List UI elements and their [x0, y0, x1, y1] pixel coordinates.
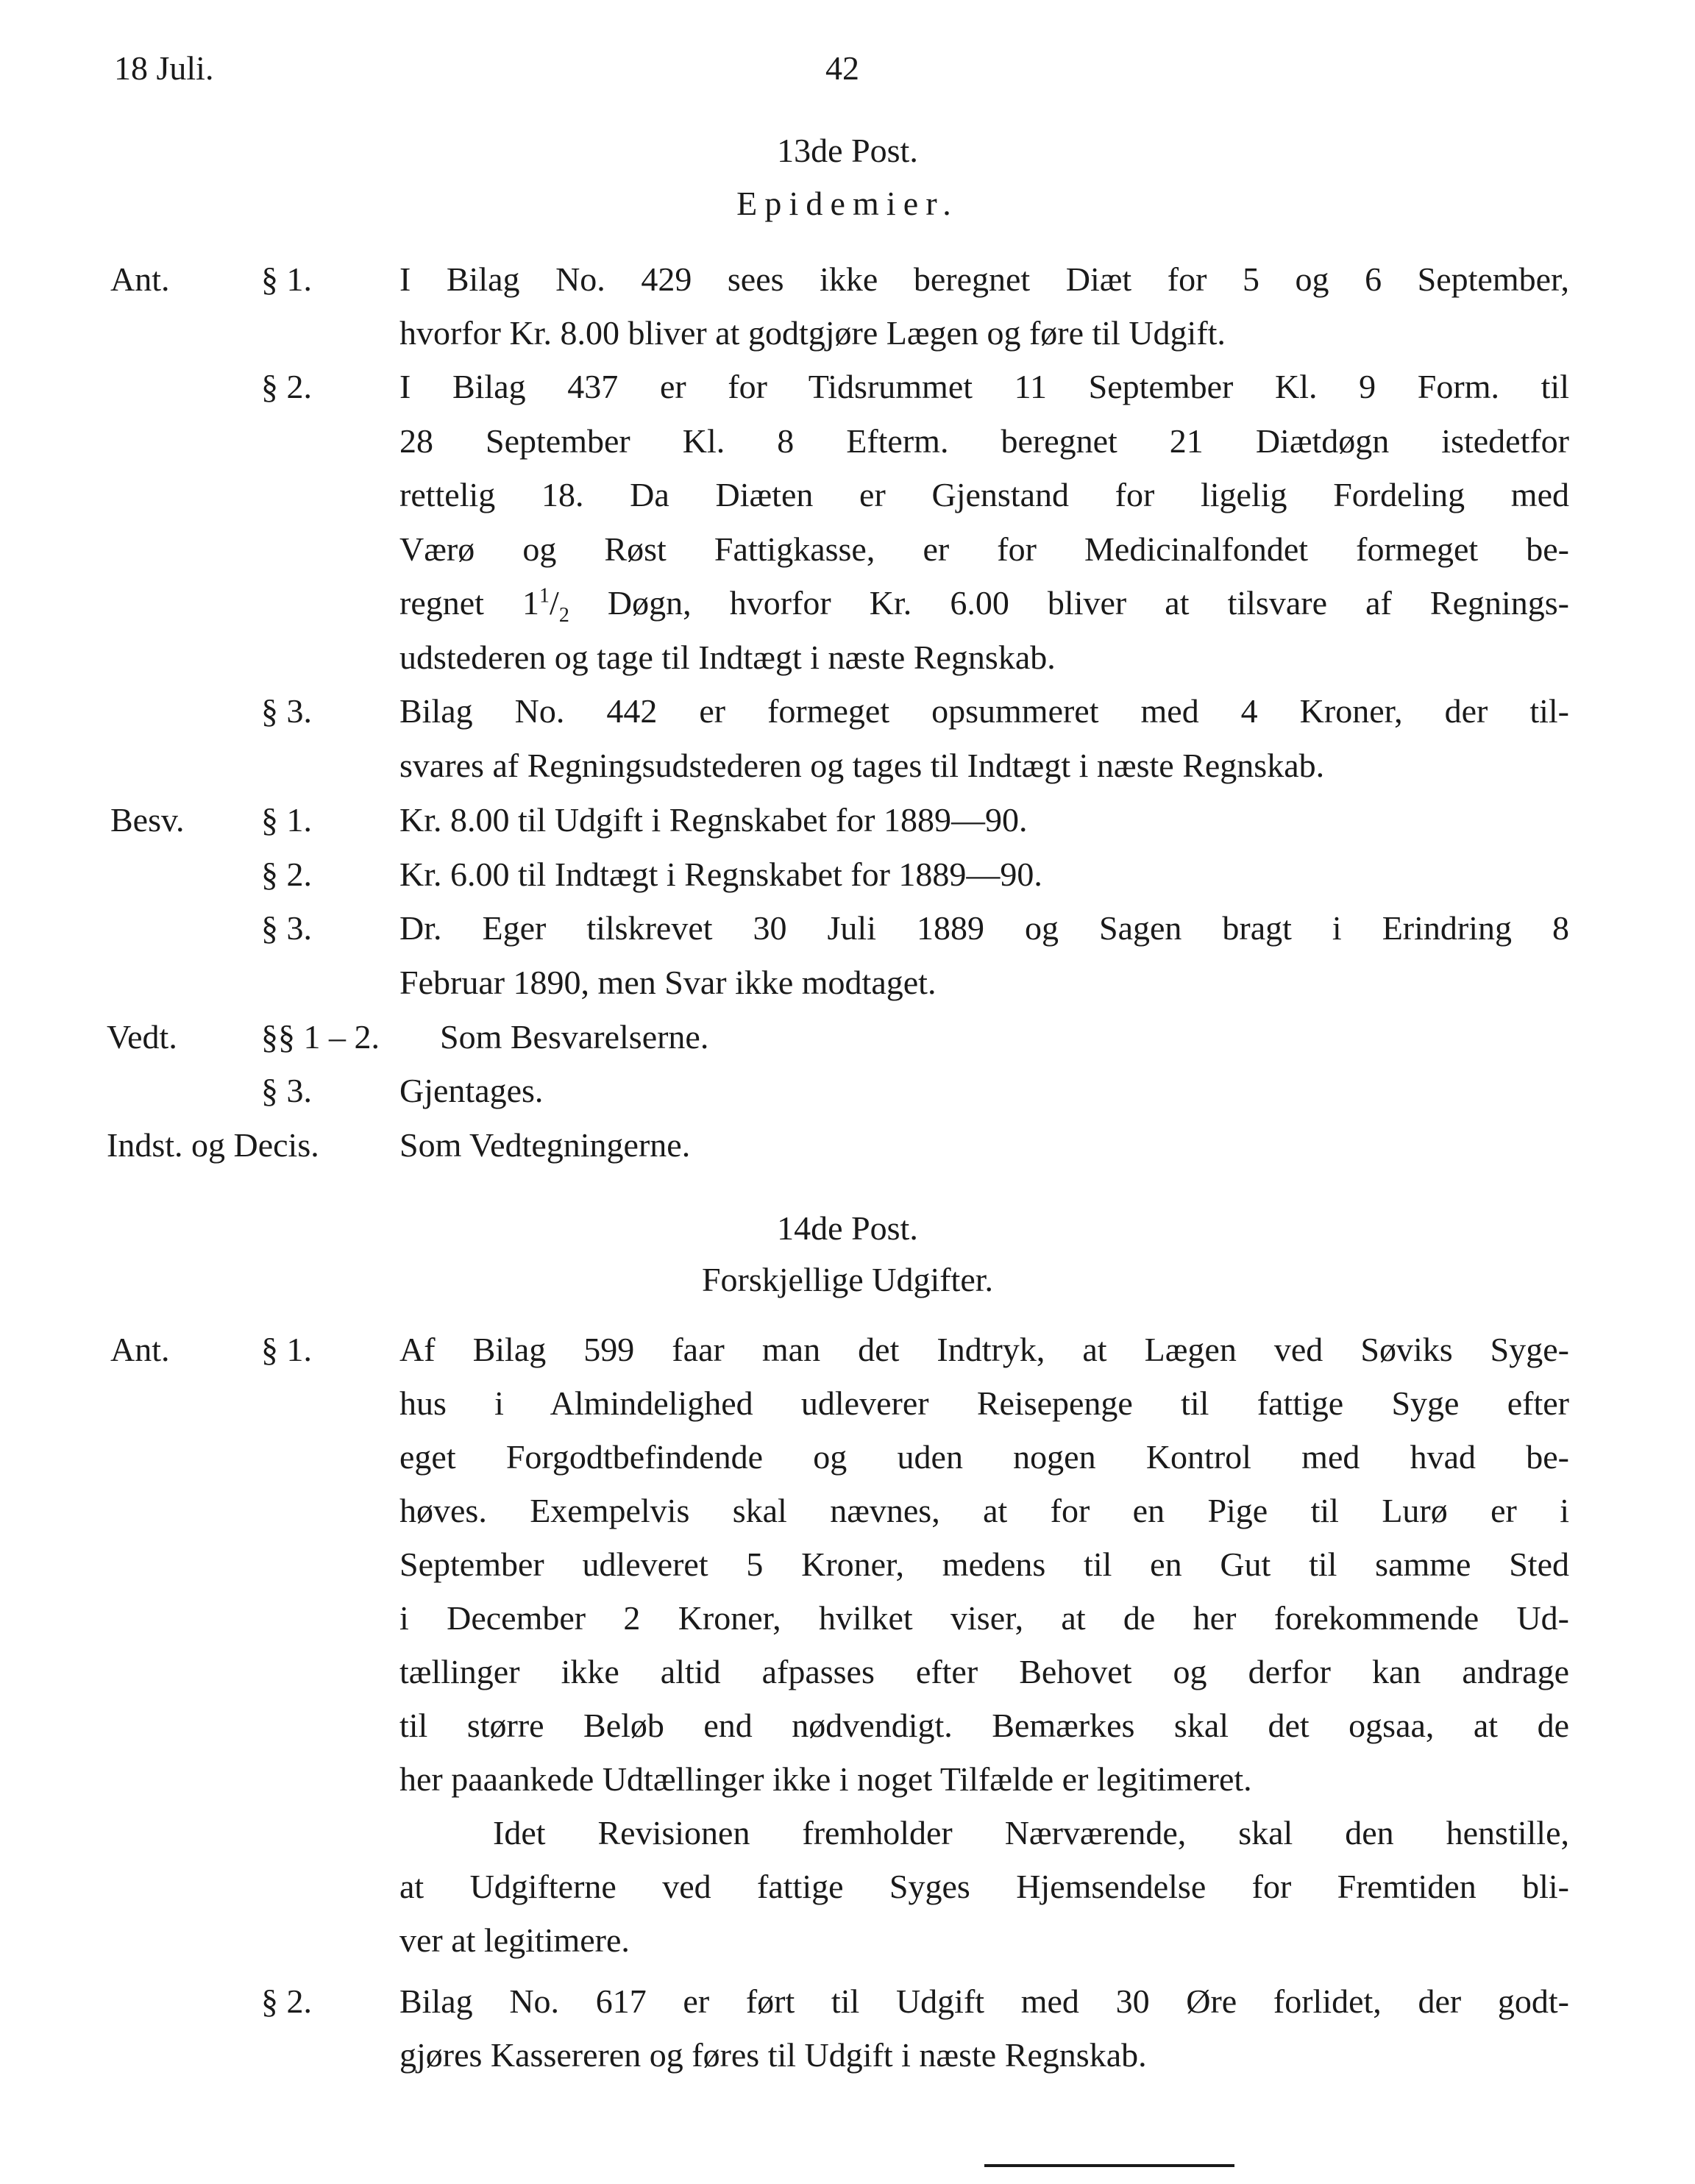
section14-ant-2-line-1: Bilag No. 617 er ført til Udgift med 30 Øre forlidet, der godt- [399, 1982, 1569, 2020]
section13-besv-para-1: § 1. [261, 801, 312, 839]
section13-besv-label: Besv. [110, 801, 185, 839]
section13-vedt-text-2: Gjentages. [399, 1072, 544, 1109]
section14-ant-1-line-6: i December 2 Kroner, hvilket viser, at de her forekommende Ud- [399, 1599, 1569, 1637]
section13-ant-para-1: § 1. [261, 260, 312, 298]
section13-post: 13de Post. [777, 132, 918, 169]
section13-besv-para-2: § 2. [261, 856, 312, 893]
section13-ant-2-line-3: rettelig 18. Da Diæten er Gjenstand for ligelig Fordeling med [399, 476, 1569, 513]
section14-ant-label: Ant. [110, 1331, 170, 1368]
section14-ant-1-line-12: ver at legitimere. [399, 1921, 630, 1959]
section13-ant-3-line-2: svares af Regningsudstederen og tages til Indtægt i næste Regnskab. [399, 747, 1325, 784]
section14-ant-para-1: § 1. [261, 1331, 312, 1368]
section13-besv-para-3: § 3. [261, 909, 312, 947]
section13-besv-3-line-2: Februar 1890, men Svar ikke modtaget. [399, 964, 937, 1001]
section14-ant-1-line-5: September udleveret 5 Kroner, medens til en Gut til samme Sted [399, 1545, 1569, 1583]
fraction-numerator: 1 [539, 584, 550, 608]
section14-post: 14de Post. [777, 1209, 918, 1247]
section13-besv-3-line-1: Dr. Eger tilskrevet 30 Juli 1889 og Sagen bragt i Erindring 8 [399, 909, 1569, 947]
section14-ant-1-line-9: her paaankede Udtællinger ikke i noget Tilfælde er legitimeret. [399, 1760, 1252, 1798]
section13-ant-2-line-2: 28 September Kl. 8 Efterm. beregnet 21 Diætdøgn istedetfor [399, 422, 1569, 460]
section13-vedt-para-1: §§ 1 – 2. [261, 1018, 380, 1056]
section14-ant-1-line-1: Af Bilag 599 faar man det Indtryk, at Lægen ved Søviks Syge- [399, 1331, 1569, 1368]
section13-ant-label: Ant. [110, 260, 170, 298]
section13-besv-1-line-1: Kr. 8.00 til Udgift i Regnskabet for 1889—90. [399, 801, 1028, 839]
section14-ant-1-line-2: hus i Almindelighed udleverer Reisepenge til fattige Syge efter [399, 1384, 1569, 1422]
section13-ant-para-2: § 2. [261, 368, 312, 405]
section13-ant-3-line-1: Bilag No. 442 er formeget opsummeret med 4 Kroner, der til- [399, 692, 1569, 730]
section14-title: Forskjellige Udgifter. [701, 1261, 994, 1298]
section13-vedt-label: Vedt. [107, 1018, 177, 1056]
section14-ant-1-line-3: eget Forgodtbefindende og uden nogen Kontrol med hvad be- [399, 1438, 1569, 1476]
section13-ant-2-line-1: I Bilag 437 er for Tidsrummet 11 September Kl. 9 Form. til [399, 368, 1569, 405]
section13-ant-2-line-4: Værø og Røst Fattigkasse, er for Medicinalfondet formeget be- [399, 530, 1569, 568]
section13-title: Epidemier. [736, 185, 959, 222]
fraction-line-after: Døgn, hvorfor Kr. 6.00 bliver at tilsvare af Regnings- [569, 584, 1569, 622]
section14-ant-para-2: § 2. [261, 1982, 312, 2020]
fraction-denominator: 2 [558, 604, 569, 627]
section13-ant-1-line-2: hvorfor Kr. 8.00 bliver at godtgjøre Lægen og føre til Udgift. [399, 314, 1226, 352]
closing-rule [984, 2164, 1234, 2167]
section13-ant-para-3: § 3. [261, 692, 312, 730]
section13-vedt-para-2: § 3. [261, 1072, 312, 1109]
section14-ant-1-line-4: høves. Exempelvis skal nævnes, at for en Pige til Lurø er i [399, 1492, 1569, 1529]
section14-ant-1-line-11: at Udgifterne ved fattige Syges Hjemsendelse for Fremtiden bli- [399, 1868, 1569, 1905]
page-number: 42 [825, 49, 859, 87]
fraction-slash: / [550, 584, 559, 622]
section13-indst-label: Indst. og Decis. [107, 1126, 319, 1164]
section14-ant-1-line-7: tællinger ikke altid afpasses efter Behovet og derfor kan andrage [399, 1653, 1569, 1690]
section13-ant-2-fraction-line [399, 584, 1569, 627]
section13-besv-2-line-1: Kr. 6.00 til Indtægt i Regnskabet for 1889—90. [399, 856, 1042, 893]
section14-ant-2-line-2: gjøres Kassereren og føres til Udgift i næste Regnskab. [399, 2036, 1147, 2074]
section13-ant-1-line-1: I Bilag No. 429 sees ikke beregnet Diæt for 5 og 6 September, [399, 260, 1569, 298]
section13-vedt-text-1: Som Besvarelserne. [440, 1018, 709, 1056]
section14-ant-1-line-8: til større Beløb end nødvendigt. Bemærkes skal det ogsaa, at de [399, 1707, 1569, 1744]
header-date: 18 Juli. [114, 49, 214, 87]
section13-ant-2-line-6: udstederen og tage til Indtægt i næste Regnskab. [399, 639, 1056, 676]
section13-indst-text: Som Vedtegningerne. [399, 1126, 691, 1164]
section14-ant-1-line-10: Idet Revisionen fremholder Nærværende, skal den henstille, [493, 1814, 1569, 1852]
fraction-line-before: regnet 1 [399, 584, 540, 622]
